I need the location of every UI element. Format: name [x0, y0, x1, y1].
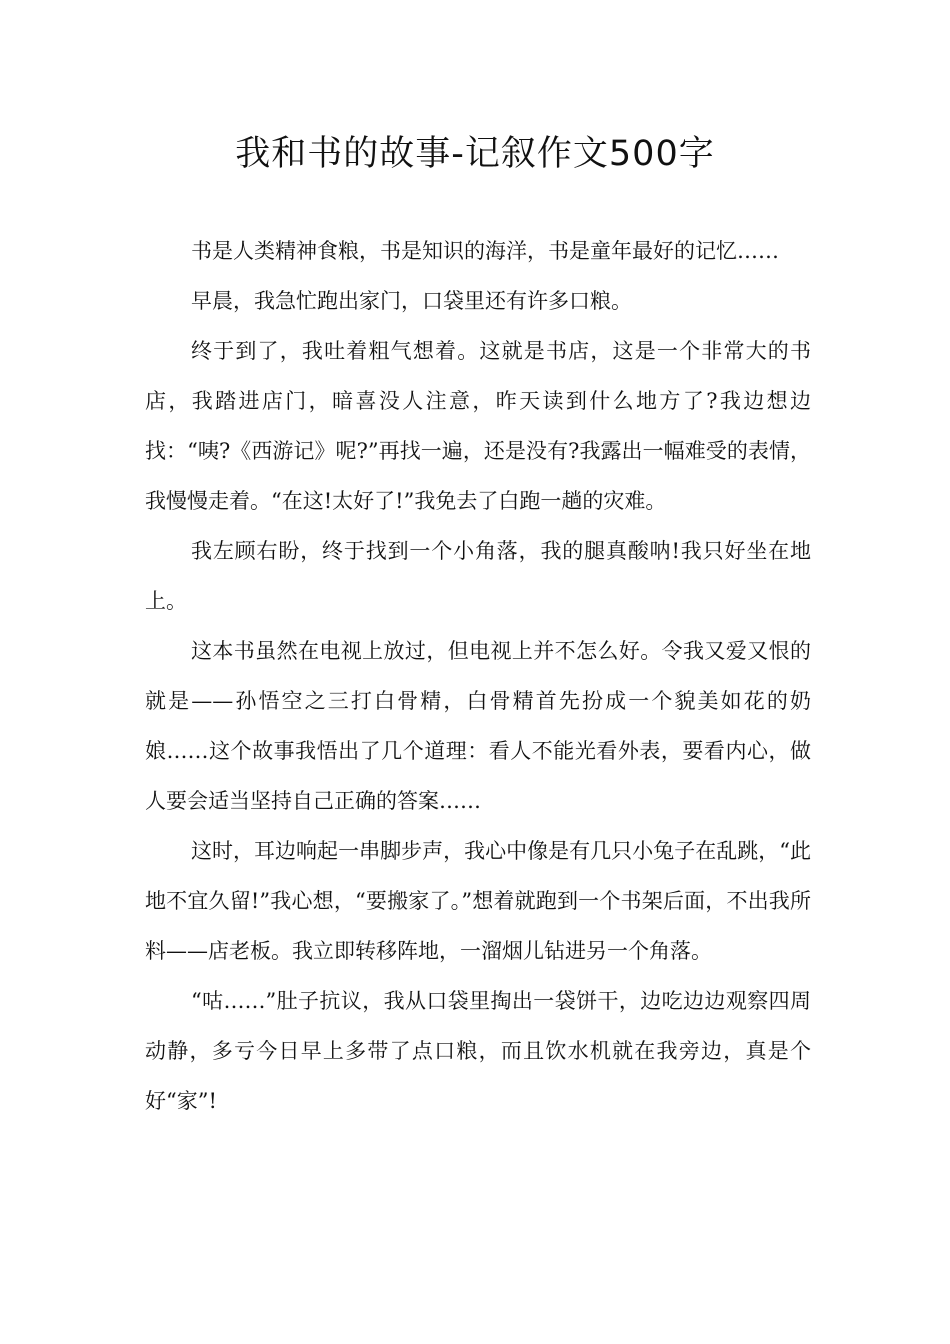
document-title: 我和书的故事-记叙作文500字	[235, 134, 715, 174]
paragraph-2: 早晨，我急忙跑出家门，口袋里还有许多口粮。	[191, 289, 632, 313]
document-body	[145, 226, 811, 1126]
paragraph-5: 这本书虽然在电视上放过，但电视上并不怎么好。令我又爱又恨的就是——孙悟空之三打白骨精，白骨精首先扮成一个貌美如花的奶娘……这个故事我悟出了几个道理：看人不能光看外表，要看内心，做人要会适当坚持自己正确的答案……	[145, 639, 811, 813]
paragraph-6: 这时，耳边响起一串脚步声，我心中像是有几只小兔子在乱跳，“此地不宜久留!”我心想，“要搬家了。”想着就跑到一个书架后面，不出我所料——店老板。我立即转移阵地，一溜烟儿钻进另一个角落。	[145, 839, 811, 963]
paragraph-4: 我左顾右盼，终于找到一个小角落，我的腿真酸呐!我只好坐在地上。	[145, 539, 811, 613]
paragraph-3: 终于到了，我吐着粗气想着。这就是书店，这是一个非常大的书店，我踏进店门，暗喜没人注意，昨天读到什么地方了?我边想边找：“咦?《西游记》呢?”再找一遍，还是没有?我露出一幅难受的表情，我慢慢走着。“在这!太好了!”我免去了白跑一趟的灾难。	[145, 339, 811, 513]
paragraph-7: “咕……”肚子抗议，我从口袋里掏出一袋饼干，边吃边边观察四周动静，多亏今日早上多带了点口粮，而且饮水机就在我旁边，真是个好“家”!	[145, 989, 811, 1113]
paragraph-1: 书是人类精神食粮，书是知识的海洋，书是童年最好的记忆……	[191, 239, 779, 263]
